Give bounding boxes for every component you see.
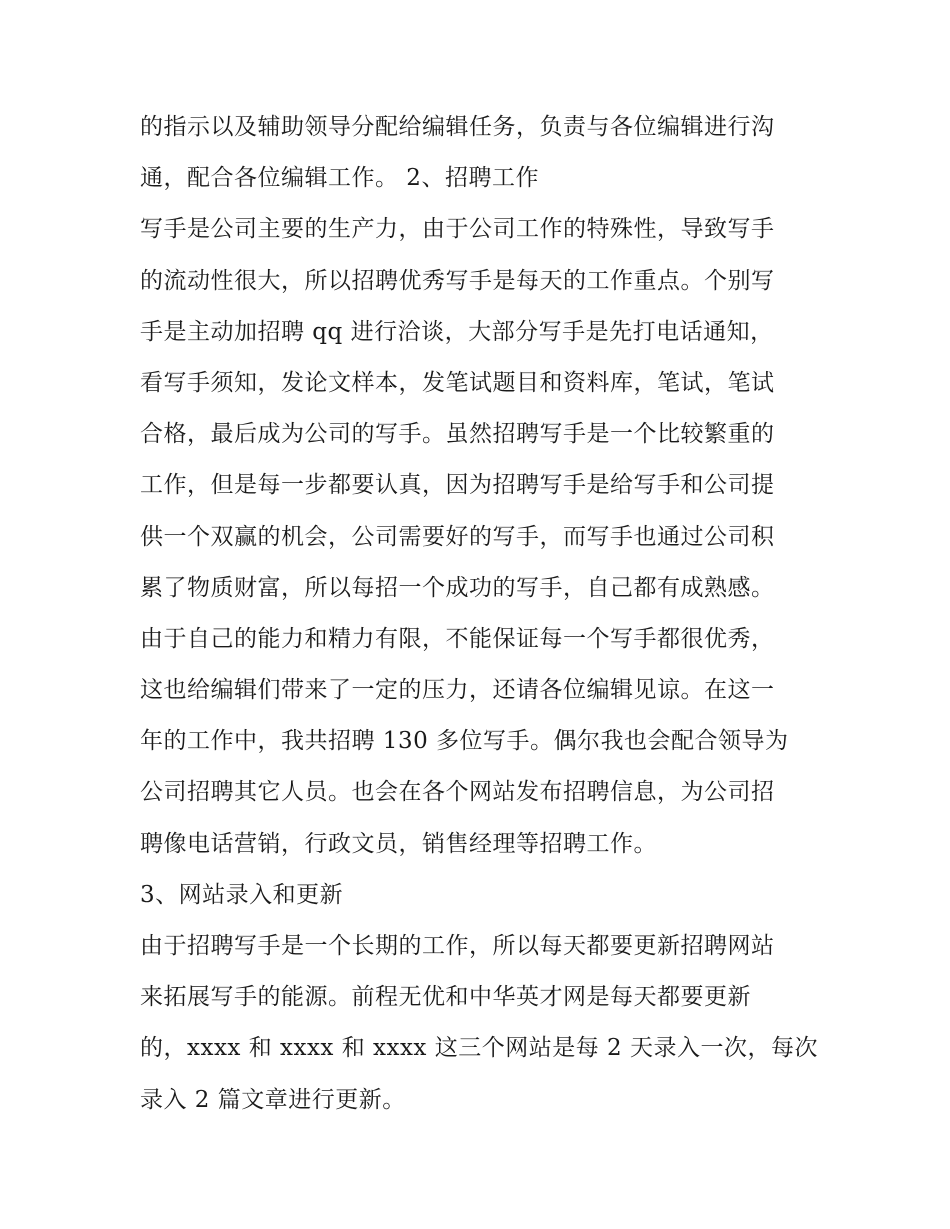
text-line: 由于自己的能力和精力有限，不能保证每一个写手都很优秀， bbox=[140, 625, 775, 652]
text-line: 公司招聘其它人员。也会在各个网站发布招聘信息，为公司招 bbox=[140, 779, 775, 806]
section-heading: 3、网站录入和更新 bbox=[140, 881, 344, 908]
text-line: 这也给编辑们带来了一定的压力，还请各位编辑见谅。在这一 bbox=[140, 677, 775, 704]
text-line: 写手是公司主要的生产力，由于公司工作的特殊性，导致写手 bbox=[140, 216, 775, 243]
text-line: 通，配合各位编辑工作。 2、招聘工作 bbox=[140, 165, 539, 192]
text-line: 手是主动加招聘 qq 进行洽谈，大部分写手是先打电话通知， bbox=[140, 318, 774, 345]
text-line: 累了物质财富，所以每招一个成功的写手，自己都有成熟感。 bbox=[140, 574, 775, 601]
text-line: 由于招聘写手是一个长期的工作，所以每天都要更新招聘网站 bbox=[140, 933, 775, 959]
text-line: 合格，最后成为公司的写手。虽然招聘写手是一个比较繁重的 bbox=[140, 421, 775, 448]
text-line: 看写手须知，发论文样本，发笔试题目和资料库，笔试，笔试 bbox=[140, 369, 775, 396]
text-line: 的指示以及辅助领导分配给编辑任务，负责与各位编辑进行沟 bbox=[140, 114, 775, 140]
text-line: 聘像电话营销，行政文员，销售经理等招聘工作。 bbox=[140, 830, 657, 857]
text-line: 的，xxxx 和 xxxx 和 xxxx 这三个网站是每 2 天录入一次，每次 bbox=[140, 1035, 818, 1062]
text-line: 工作，但是每一步都要认真，因为招聘写手是给写手和公司提 bbox=[140, 472, 775, 499]
text-line: 的流动性很大，所以招聘优秀写手是每天的工作重点。个别写 bbox=[140, 267, 775, 294]
text-line: 来拓展写手的能源。前程无优和中华英才网是每天都要更新 bbox=[140, 984, 751, 1011]
text-line: 录入 2 篇文章进行更新。 bbox=[140, 1086, 406, 1113]
text-line: 供一个双赢的机会，公司需要好的写手，而写手也通过公司积 bbox=[140, 523, 775, 550]
text-line: 年的工作中，我共招聘 130 多位写手。偶尔我也会配合领导为 bbox=[140, 728, 789, 755]
body-text bbox=[140, 102, 820, 1126]
